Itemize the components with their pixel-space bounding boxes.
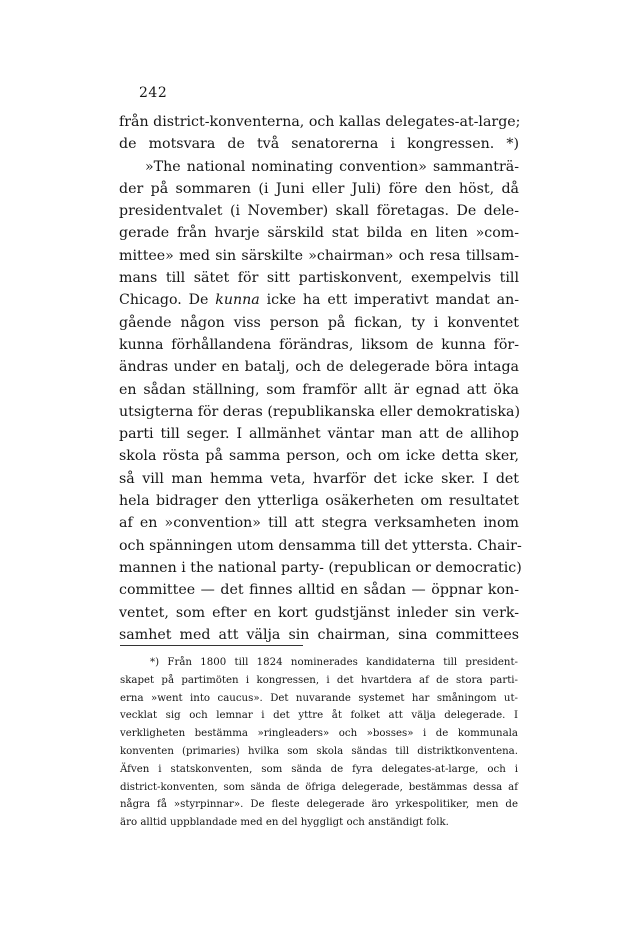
text-segment: Chicago. De: [119, 292, 216, 309]
text-line: och spänningen utom densamma till det yttersta. Chair-: [119, 537, 522, 554]
text-line: ventet, som efter en kort gudstjänst inleder sin verk-: [119, 604, 519, 621]
footnote-line: konventen (primaries) hvilka som skola sändas till distriktkonventena.: [120, 745, 518, 757]
footnote-line: några få »styrpinnar». De fleste delegerade äro yrkespolitiker, men de: [120, 799, 518, 811]
text-line: der på sommaren (i Juni eller Juli) före den höst, då: [119, 180, 519, 197]
text-line: [119, 289, 519, 311]
text-line: mannen i the national party- (republican or democratic): [119, 559, 522, 576]
footnote-divider: [120, 645, 303, 646]
footnote-line: skapet på partimöten i kongressen, i det hvartdera af de stora parti-: [120, 674, 518, 686]
text-line: samhet med att välja sin chairman, sina committees: [119, 626, 519, 643]
footnote-line: vecklat sig och lemnar i det yttre åt folket att välja delegerade. I: [120, 710, 518, 722]
text-line: skola rösta på samma person, och om icke detta sker,: [119, 448, 519, 465]
footnote: [120, 654, 518, 832]
text-line: kunna förhållandena förändras, liksom de kunna för-: [119, 336, 519, 353]
text-line: en sådan ställning, som framför allt är egnad att öka: [119, 381, 519, 398]
text-segment: icke ha ett imperativt mandat an-: [259, 292, 520, 309]
footnote-line: erna »went into caucus». Det nuvarande systemet har småningom ut-: [120, 692, 518, 704]
text-line: mittee» med sin särskilte »chairman» och resa tillsam-: [119, 247, 519, 264]
page-number: 242: [139, 85, 168, 101]
footnote-line: Äfven i statskonventen, som sända de fyra delegates-at-large, och i: [120, 763, 518, 775]
text-line: gående någon viss person på fickan, ty i konventet: [119, 314, 519, 331]
body-text: [119, 111, 522, 646]
text-line: parti till seger. I allmänhet väntar man att de allihop: [119, 426, 519, 443]
text-line: utsigterna för deras (republikanska eller demokratiska): [119, 403, 521, 420]
text-line: presidentvalet (i November) skall företagas. De dele-: [119, 203, 519, 220]
text-line: ändras under en batalj, och de delegerade böra intaga: [119, 359, 519, 376]
footnote-line: äro alltid uppblandade med en del hyggligt och anständigt folk.: [120, 817, 449, 829]
footnote-line: district-konventen, som sända de öfriga delegerade, bestämmas dessa af: [120, 781, 518, 793]
text-line: committee — det finnes alltid en sådan — öppnar kon-: [119, 582, 519, 599]
text-line: »The national nominating convention» sammanträ-: [145, 158, 519, 175]
footnote-line: *) Från 1800 till 1824 nominerades kandidaterna till president-: [150, 657, 518, 668]
text-line: så vill man hemma veta, hvarför det icke sker. I det: [119, 470, 519, 487]
text-line: af en »convention» till att stegra verksamheten inom: [119, 515, 519, 532]
text-line: gerade från hvarje särskild stat bilda en liten »com-: [119, 225, 519, 242]
text-line: mans till sätet för sitt partiskonvent, exempelvis till: [119, 270, 519, 287]
text-line: från district-konventerna, och kallas delegates-at-large;: [119, 114, 521, 130]
footnote-line: verkligheten bestämma »ringleaders» och »bosses» i de kommunala: [120, 728, 518, 740]
text-line: de motsvara de två senatorerna i kongressen. *): [119, 136, 519, 153]
text-line: hela bidrager den ytterliga osäkerheten om resultatet: [119, 493, 519, 510]
emphasized-word: kunna: [215, 292, 260, 309]
